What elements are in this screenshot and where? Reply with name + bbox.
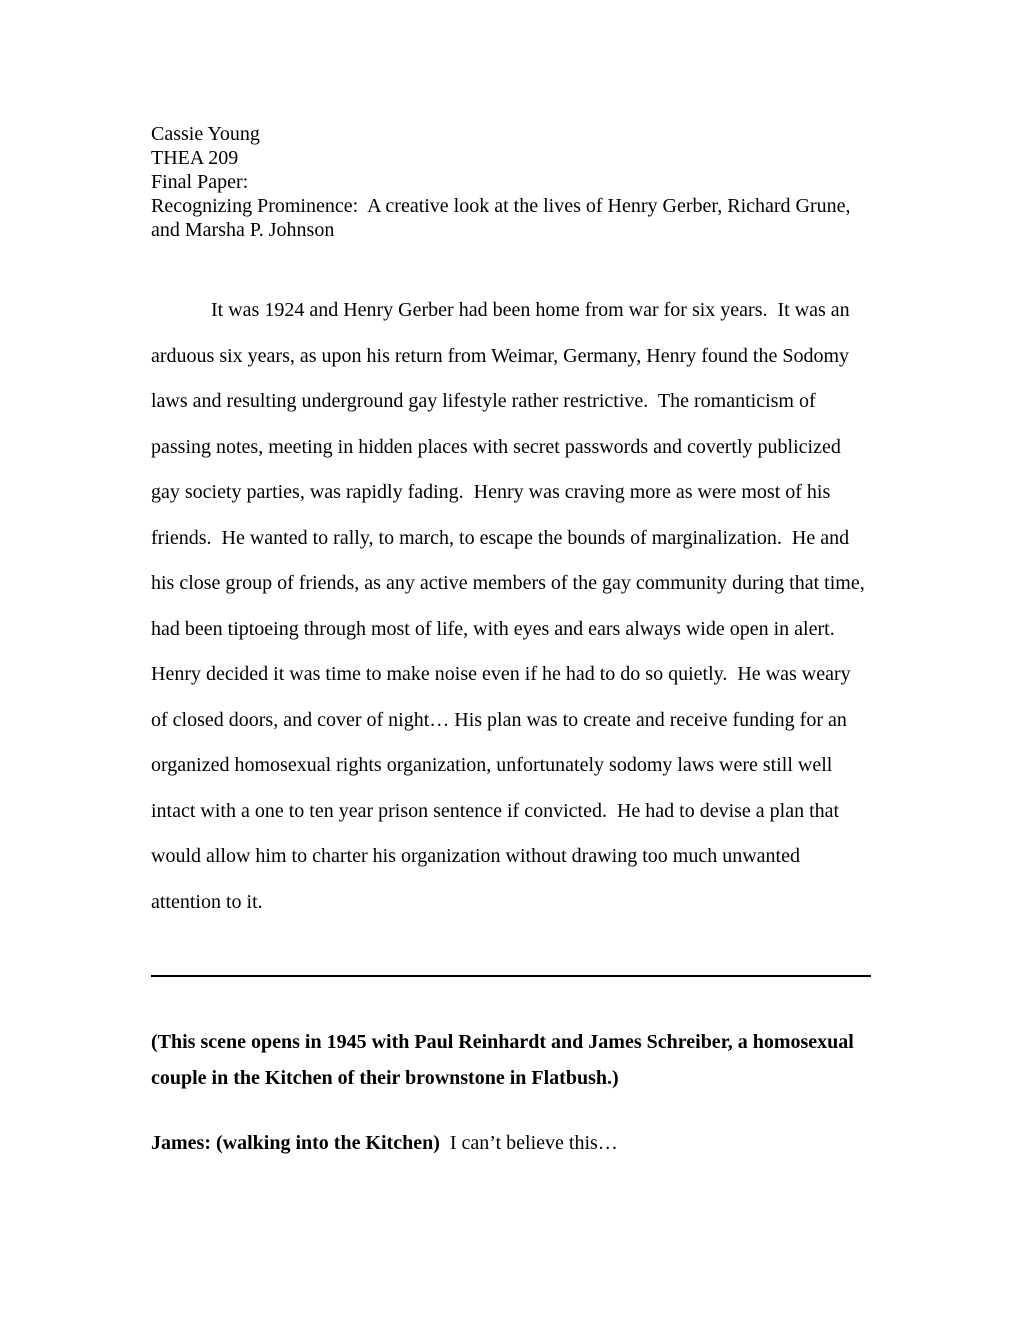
dialogue-line bbox=[151, 1125, 871, 1161]
course-code: THEA 209 bbox=[151, 147, 239, 169]
paper-label: Final Paper: bbox=[151, 171, 249, 193]
author-name: Cassie Young bbox=[151, 123, 260, 145]
dialogue-text: I can’t believe this… bbox=[439, 1132, 618, 1154]
section-divider bbox=[151, 975, 871, 977]
paper-title: Recognizing Prominence: A creative look at the lives of Henry Gerber, Richard Grune, and Marsha P. Johnson bbox=[151, 195, 856, 241]
dialogue-speaker: James: (walking into the Kitchen) bbox=[151, 1132, 440, 1154]
body-paragraph: It was 1924 and Henry Gerber had been home from war for six years. It was an arduous six years, as upon his return from Weimar, Germany, Henry found the Sodomy laws and resulting underground gay lifestyle rather restrictive. The romanticism of passing notes, meeting in hidden places with secret passwords and covertly publicized gay society parties, was rapidly fading. Henry was craving more as were most of his friends. He wanted to rally, to march, to escape the bounds of marginalization. He and his close group of friends, as any active members of the gay community during that time, had been tiptoeing through most of life, with eyes and ears always wide open in alert. Henry decided it was time to make noise even if he had to do so quietly. He was weary of closed doors, and cover of night… His plan was to create and receive funding for an organized homosexual rights organization, unfortunately sodomy laws were still well intact with a one to ten year prison sentence if convicted. He had to devise a plan that would allow him to charter his organization without drawing too much unwanted attention to it. bbox=[151, 299, 870, 913]
paper-header bbox=[151, 122, 871, 242]
stage-direction: (This scene opens in 1945 with Paul Reinhardt and James Schreiber, a homosexual couple in the Kitchen of their brownstone in Flatbush.) bbox=[151, 1031, 859, 1089]
